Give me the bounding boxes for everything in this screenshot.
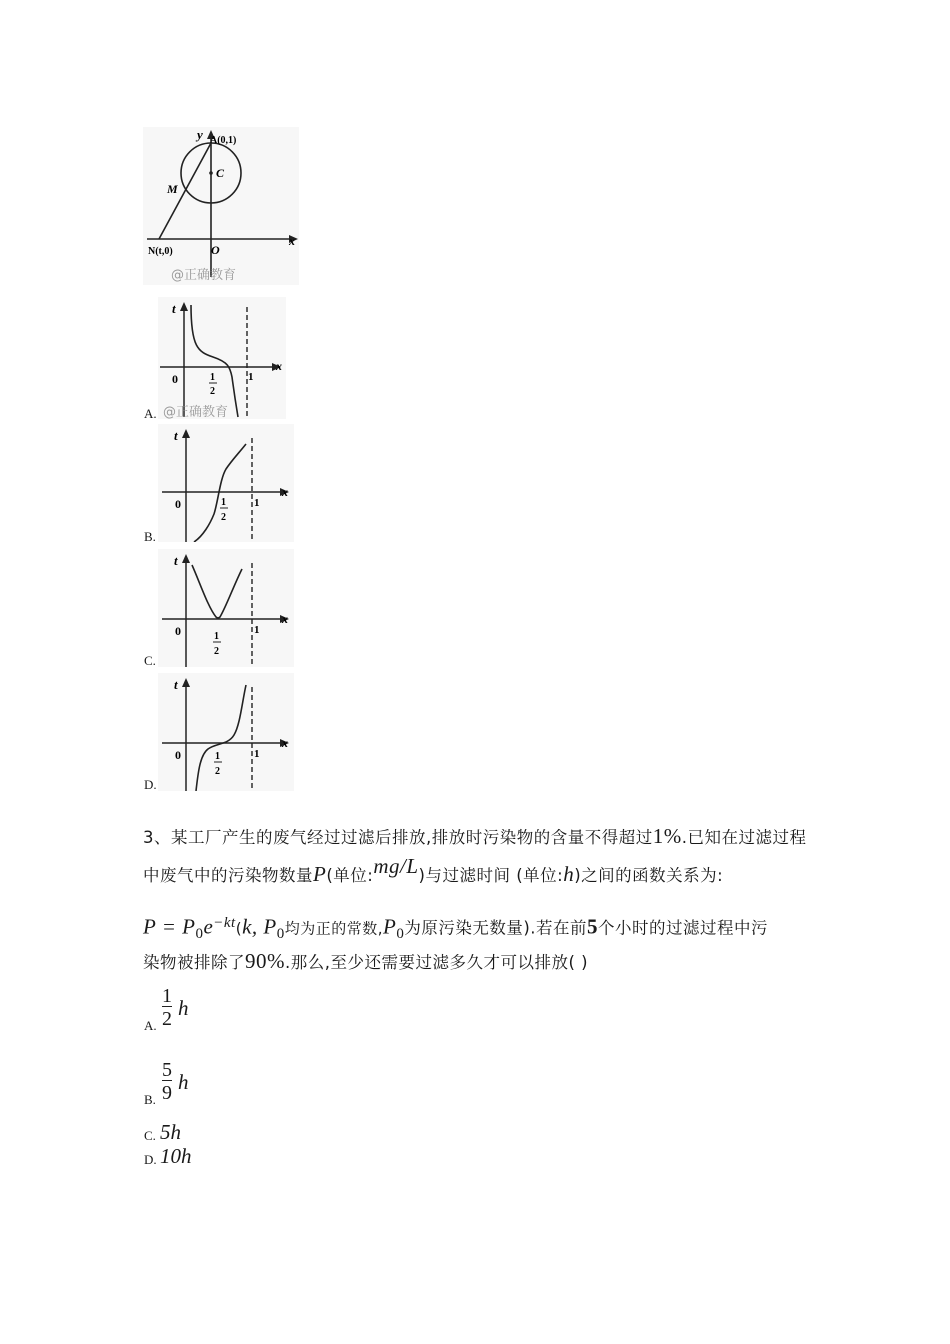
zero-label: 0 [175, 497, 181, 511]
answer-b-letter: B. [144, 1092, 156, 1107]
zero-label: 0 [175, 748, 181, 762]
answer-b-fraction: $\frac{5}{9}$ [162, 1059, 172, 1104]
one-label: 1 [254, 748, 260, 760]
x-label: x [282, 612, 288, 626]
answer-d-value: 10h [160, 1144, 192, 1168]
graph-option-d [158, 673, 294, 791]
answer-d-letter: D. [144, 1152, 157, 1167]
x-label: x [282, 485, 288, 499]
half-denominator: 2 [214, 646, 219, 657]
half-denominator: 2 [215, 766, 220, 777]
one-label: 1 [254, 624, 260, 636]
watermark: @正确教育 [163, 405, 229, 419]
zero-label: 0 [175, 624, 181, 638]
half-denominator: 2 [221, 512, 226, 523]
question-3-line-2: 中废气中的污染物数量P(单位:mg/L)与过滤时间 (单位:h)之间的函数关系为: [143, 854, 724, 886]
zero-label: 0 [172, 372, 178, 386]
t-label: t [174, 428, 178, 443]
answer-c-value: 5h [160, 1120, 181, 1144]
t-label: t [174, 553, 178, 568]
y-axis-label: y [197, 127, 203, 142]
half-denominator: 2 [210, 386, 215, 397]
answer-c-letter: C. [144, 1128, 156, 1143]
x-label: x [282, 736, 288, 750]
t-label: t [172, 301, 176, 316]
graph-option-b [158, 424, 294, 542]
answer-a-unit: h [178, 996, 189, 1020]
point-n-label: N(t,0) [148, 246, 173, 257]
graph-option-c-letter: C. [144, 653, 156, 668]
answer-b-unit: h [178, 1070, 189, 1094]
graph-option-a-letter: A. [144, 406, 157, 421]
graph-option-c [158, 549, 294, 667]
half-numerator: 1 [210, 372, 215, 383]
graph-option-d-letter: D. [144, 777, 157, 792]
watermark: @正确教育 [171, 268, 237, 283]
one-label: 1 [248, 371, 254, 383]
question-3-line-3: $P = P_0e^{-kt}(k$, $P_0$均为正的常数$,P_0$为原污染无数量).若在前5个小时的过滤过程中污 [143, 914, 769, 942]
origin-label: O [211, 243, 220, 257]
question-3-line-4: 染物被排除了90%.那么,至少还需要过滤多久才可以排放( ) [143, 949, 589, 973]
graph-option-b-letter: B. [144, 529, 156, 544]
question-3-line-1: 3、某工厂产生的废气经过过滤后排放,排放时污染物的含量不得超过1%.已知在过滤过程 [143, 824, 807, 848]
point-c-label: C [216, 166, 225, 180]
x-label: x [276, 359, 282, 373]
answer-a-letter: A. [144, 1018, 157, 1033]
half-numerator: 1 [215, 751, 220, 762]
half-numerator: 1 [214, 631, 219, 642]
point-a-label: A(0,1) [210, 135, 237, 146]
one-label: 1 [254, 497, 260, 509]
figure-circle-diagram [143, 127, 299, 285]
t-label: t [174, 677, 178, 692]
point-m-label: M [167, 182, 178, 196]
graph-option-a [158, 297, 286, 419]
answer-a-fraction: $\frac{1}{2}$ [162, 985, 172, 1030]
half-numerator: 1 [221, 497, 226, 508]
x-axis-label: x [289, 234, 295, 248]
